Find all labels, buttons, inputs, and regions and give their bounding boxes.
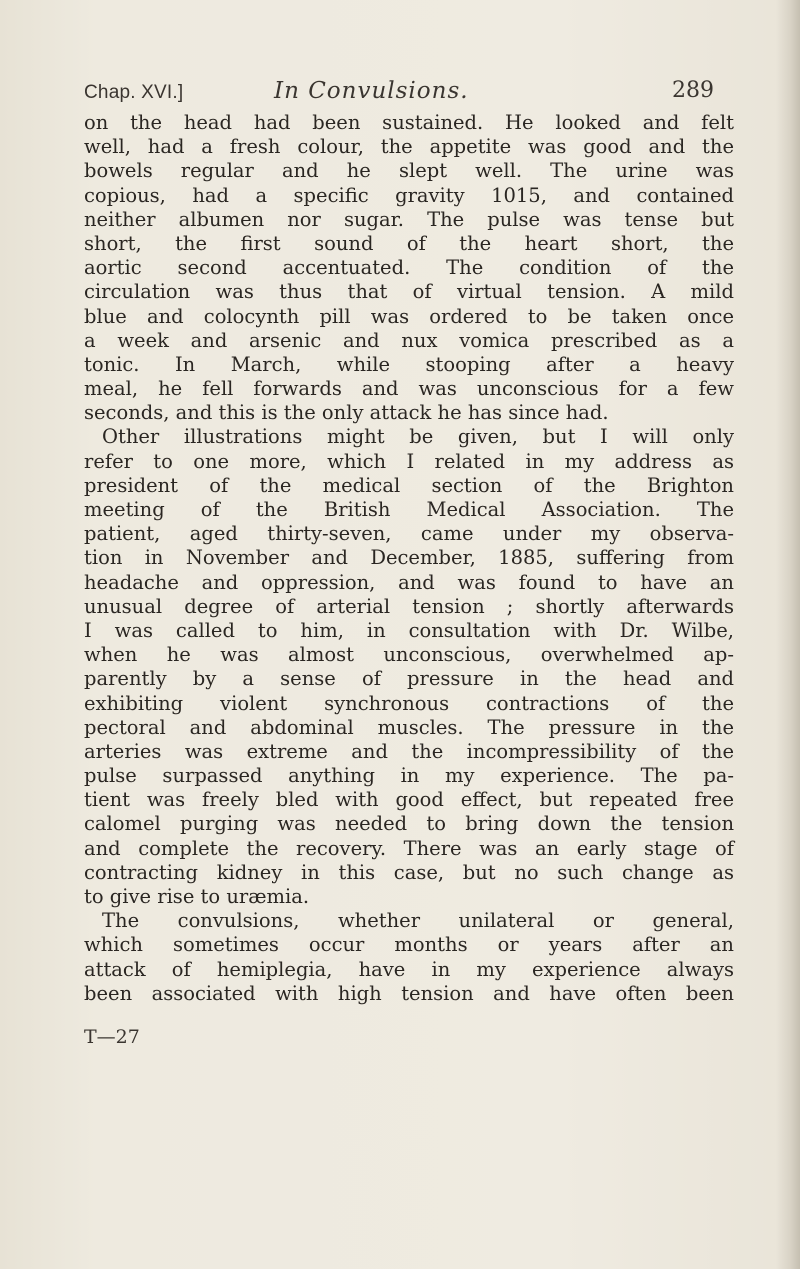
text-line: parently by a sense of pressure in the head and xyxy=(84,667,734,691)
text-line: blue and colocynth pill was ordered to be taken once xyxy=(84,304,734,328)
text-line: when he was almost unconscious, overwhelmed ap- xyxy=(84,643,734,667)
text-line: tonic. In March, while stooping after a heavy xyxy=(84,352,734,376)
text-line: contracting kidney in this case, but no such change as xyxy=(84,860,734,884)
text-line: attack of hemiplegia, have in my experience always xyxy=(84,957,734,981)
text-line: meal, he fell forwards and was unconscious for a few xyxy=(84,377,734,401)
text-line: meeting of the British Medical Association. The xyxy=(84,498,734,521)
running-header xyxy=(84,78,734,112)
paragraph-start-line: The convulsions, whether unilateral or general, xyxy=(102,909,734,933)
text-line: I was called to him, in consultation with Dr. Wilbe, xyxy=(84,618,734,642)
text-line: which sometimes occur months or years after an xyxy=(84,933,734,957)
text-line: circulation was thus that of virtual tension. A mild xyxy=(84,280,734,304)
text-line: refer to one more, which I related in my address as xyxy=(84,449,734,473)
text-line: well, had a fresh colour, the appetite was good and the xyxy=(84,135,734,159)
text-line: bowels regular and he slept well. The urine was xyxy=(84,159,734,183)
text-line: aortic second accentuated. The condition of the xyxy=(84,256,734,280)
text-line: pulse surpassed anything in my experience. The pa- xyxy=(84,764,734,788)
text-line: patient, aged thirty-seven, came under my observa- xyxy=(84,522,734,546)
page-spine-shadow xyxy=(776,0,800,1269)
text-line: arteries was extreme and the incompressibility of the xyxy=(84,739,734,763)
page-number: 289 xyxy=(672,78,714,103)
printer-signature-mark: T—27 xyxy=(84,1026,140,1048)
text-line: copious, had a specific gravity 1015, and contained xyxy=(84,183,734,207)
text-line: seconds, and this is the only attack he has since had. xyxy=(84,401,609,425)
text-line: on the head had been sustained. He looked and felt xyxy=(84,111,734,134)
text-line: president of the medical section of the Brighton xyxy=(84,473,734,497)
text-line: exhibiting violent synchronous contractions of the xyxy=(84,691,734,715)
text-line: tion in November and December, 1885, suffering from xyxy=(84,546,734,570)
paragraph-start-line: Other illustrations might be given, but I will only xyxy=(102,425,734,449)
text-line: calomel purging was needed to bring down the tension xyxy=(84,812,734,836)
body-text xyxy=(84,111,734,1006)
text-line: tient was freely bled with good effect, but repeated free xyxy=(84,788,734,812)
text-line: and complete the recovery. There was an early stage of xyxy=(84,836,734,860)
text-line: headache and oppression, and was found to have an xyxy=(84,570,734,594)
chapter-label: Chap. XVI.] xyxy=(84,82,184,103)
text-line: to give rise to uræmia. xyxy=(84,885,310,908)
text-line: been associated with high tension and have often been xyxy=(84,981,734,1005)
text-line: neither albumen nor sugar. The pulse was tense but xyxy=(84,207,734,231)
text-line: short, the first sound of the heart short, the xyxy=(84,231,734,255)
text-line: unusual degree of arterial tension ; shortly afterwards xyxy=(84,594,734,618)
running-title: In Convulsions. xyxy=(274,78,469,104)
text-line: a week and arsenic and nux vomica prescribed as a xyxy=(84,328,734,352)
text-line: pectoral and abdominal muscles. The pressure in the xyxy=(84,715,734,739)
